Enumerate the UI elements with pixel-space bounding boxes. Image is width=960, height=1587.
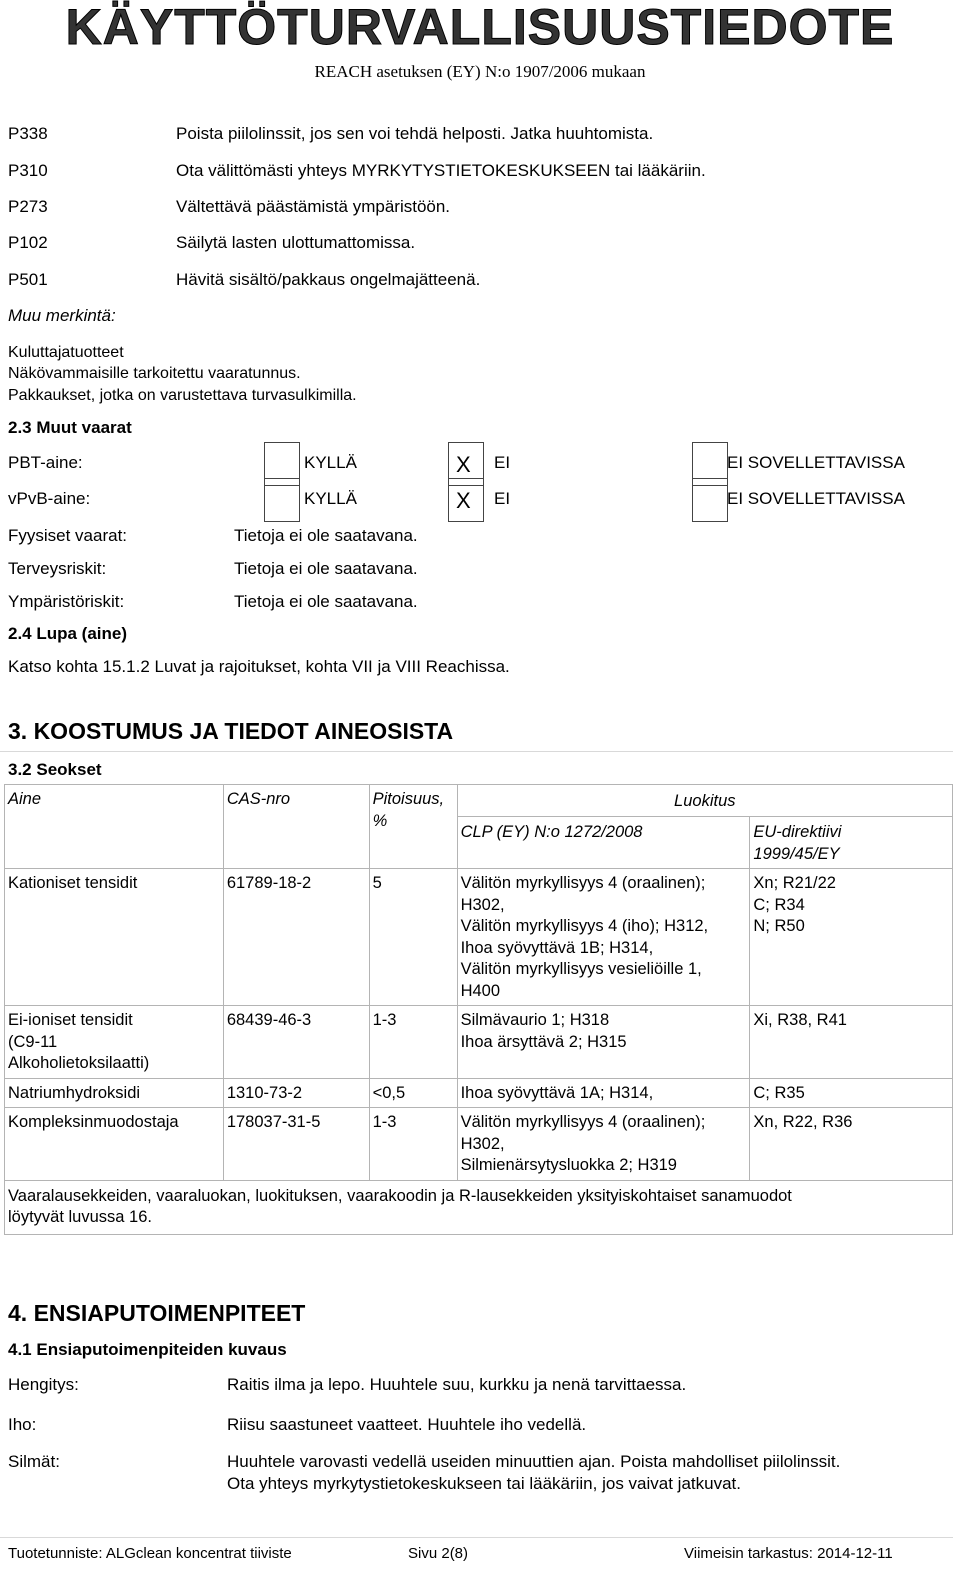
footer-divider	[0, 1537, 953, 1538]
precaution-code: P310	[8, 161, 48, 180]
clp-cell: Välitön myrkyllisyys 4 (oraalinen); H302, Välitön myrkyllisyys 4 (iho); H312, Ihoa syövyttävä 1B; H314, Välitön myrkyllisyys vesieliöille 1, H400	[457, 869, 750, 1006]
footer-revision-date: Viimeisin tarkastus: 2014-12-11	[684, 1545, 893, 1562]
check-mark-icon: X	[456, 452, 471, 477]
table-header-row	[5, 785, 953, 817]
header-cell: Aine	[5, 785, 224, 869]
precaution-text: Ota välittömästi yhteys MYRKYTYSTIETOKESKUKSEEN tai lääkäriin.	[176, 161, 706, 180]
table-note-row	[5, 1180, 953, 1234]
first-aid-text: Riisu saastuneet vaatteet. Huuhtele iho vedellä.	[227, 1415, 587, 1434]
precaution-code: P338	[8, 124, 48, 143]
section-2-4-text: Katso kohta 15.1.2 Luvat ja rajoitukset, kohta VII ja VIII Reachissa.	[8, 657, 510, 676]
cas-cell: 68439-46-3	[223, 1006, 369, 1079]
cas-cell: 178037-31-5	[223, 1108, 369, 1181]
table-row	[5, 1006, 953, 1079]
precaution-text: Poista piilolinssit, jos sen voi tehdä helposti. Jatka huuhtomista.	[176, 124, 654, 143]
first-aid-text: Ota yhteys myrkytystietokeskukseen tai lääkäriin, jos vaivat jatkuvat.	[227, 1474, 741, 1493]
precaution-text: Hävitä sisältö/pakkaus ongelmajätteenä.	[176, 270, 481, 289]
vpvb-no-checkbox	[448, 478, 484, 522]
health-risks-value: Tietoja ei ole saatavana.	[234, 559, 418, 578]
vpvb-yes-label: KYLLÄ	[304, 489, 357, 508]
first-aid-label: Iho:	[8, 1415, 37, 1434]
clp-cell: Ihoa syövyttävä 1A; H314,	[457, 1078, 750, 1108]
eu-cell: Xn; R21/22 C; R34 N; R50	[750, 869, 953, 1006]
composition-table	[4, 784, 953, 1235]
substance-name-cell: Kompleksinmuodostaja	[5, 1108, 224, 1181]
cas-cell: 61789-18-2	[223, 869, 369, 1006]
other-marking-line: Pakkaukset, jotka on varustettava turvasulkimilla.	[8, 387, 357, 404]
clp-cell: Silmävaurio 1; H318 Ihoa ärsyttävä 2; H315	[457, 1006, 750, 1079]
precaution-code: P501	[8, 270, 48, 289]
pbt-label: PBT-aine:	[8, 453, 83, 472]
substance-name-cell: Natriumhydroksidi	[5, 1078, 224, 1108]
other-marking-label: Muu merkintä:	[8, 306, 116, 325]
precaution-code: P273	[8, 197, 48, 216]
header-cell: Luokitus	[457, 785, 952, 817]
section-4-1-heading: 4.1 Ensiaputoimenpiteiden kuvaus	[8, 1340, 287, 1359]
vpvb-label: vPvB-aine:	[8, 489, 91, 508]
check-mark-icon: X	[456, 488, 471, 513]
environment-risks-value: Tietoja ei ole saatavana.	[234, 592, 418, 611]
substance-name-cell: Ei-ioniset tensidit (C9-11 Alkoholietoksilaatti)	[5, 1006, 224, 1079]
physical-hazards-label: Fyysiset vaarat:	[8, 526, 128, 545]
pbt-na-label: EI SOVELLETTAVISSA	[727, 453, 905, 472]
header-cell: Pitoisuus, %	[369, 785, 457, 869]
table-note: Vaaralausekkeiden, vaaraluokan, luokituksen, vaarakoodin ja R-lausekkeiden yksityiskohtaiset sanamuodot löytyvät luvussa 16.	[5, 1180, 953, 1234]
precaution-code: P102	[8, 233, 48, 252]
first-aid-text: Huuhtele varovasti vedellä useiden minuuttien ajan. Poista mahdolliset piilolinssit.	[227, 1452, 841, 1471]
pbt-yes-label: KYLLÄ	[304, 453, 357, 472]
section-2-3-heading: 2.3 Muut vaarat	[8, 418, 132, 437]
first-aid-label: Silmät:	[8, 1452, 60, 1471]
concentration-cell: <0,5	[369, 1078, 457, 1108]
document-title: KÄYTTÖTURVALLISUUSTIEDOTE	[65, 0, 895, 55]
first-aid-text: Raitis ilma ja lepo. Huuhtele suu, kurkku ja nenä tarvittaessa.	[227, 1375, 687, 1394]
eu-cell: Xn, R22, R36	[750, 1108, 953, 1181]
footer-page-number: Sivu 2(8)	[408, 1545, 469, 1562]
eu-cell: C; R35	[750, 1078, 953, 1108]
first-aid-label: Hengitys:	[8, 1375, 79, 1394]
physical-hazards-value: Tietoja ei ole saatavana.	[234, 526, 418, 545]
clp-cell: Välitön myrkyllisyys 4 (oraalinen); H302, Silmienärsytysluokka 2; H319	[457, 1108, 750, 1181]
table-row	[5, 1108, 953, 1181]
vpvb-yes-checkbox	[264, 478, 300, 522]
eu-cell: Xi, R38, R41	[750, 1006, 953, 1079]
header-cell: CLP (EY) N:o 1272/2008	[457, 817, 750, 869]
section-4-heading: 4. ENSIAPUTOIMENPITEET	[8, 1300, 306, 1326]
precaution-text: Säilytä lasten ulottumattomissa.	[176, 233, 416, 252]
section-3-2-heading: 3.2 Seokset	[8, 760, 102, 779]
precaution-text: Vältettävä päästämistä ympäristöön.	[176, 197, 451, 216]
other-marking-line: Kuluttajatuotteet	[8, 344, 124, 361]
section-3-heading: 3. KOOSTUMUS JA TIEDOT AINEOSISTA	[8, 718, 454, 744]
other-marking-line: Näkövammaisille tarkoitettu vaaratunnus.	[8, 365, 301, 382]
concentration-cell: 1-3	[369, 1006, 457, 1079]
concentration-cell: 1-3	[369, 1108, 457, 1181]
table-row	[5, 1078, 953, 1108]
vpvb-no-label: EI	[494, 489, 511, 508]
table-row	[5, 869, 953, 1006]
vpvb-na-checkbox	[692, 478, 728, 522]
environment-risks-label: Ympäristöriskit:	[8, 592, 125, 611]
footer-product: Tuotetunniste: ALGclean koncentrat tiiviste	[8, 1545, 292, 1562]
document-subtitle: REACH asetuksen (EY) N:o 1907/2006 mukaan	[314, 62, 646, 81]
health-risks-label: Terveysriskit:	[8, 559, 107, 578]
substance-name-cell: Kationiset tensidit	[5, 869, 224, 1006]
section-divider	[0, 751, 953, 752]
header-cell: EU-direktiivi 1999/45/EY	[750, 817, 953, 869]
concentration-cell: 5	[369, 869, 457, 1006]
section-2-4-heading: 2.4 Lupa (aine)	[8, 624, 128, 643]
cas-cell: 1310-73-2	[223, 1078, 369, 1108]
header-cell: CAS-nro	[223, 785, 369, 869]
vpvb-na-label: EI SOVELLETTAVISSA	[727, 489, 905, 508]
pbt-no-label: EI	[494, 453, 511, 472]
